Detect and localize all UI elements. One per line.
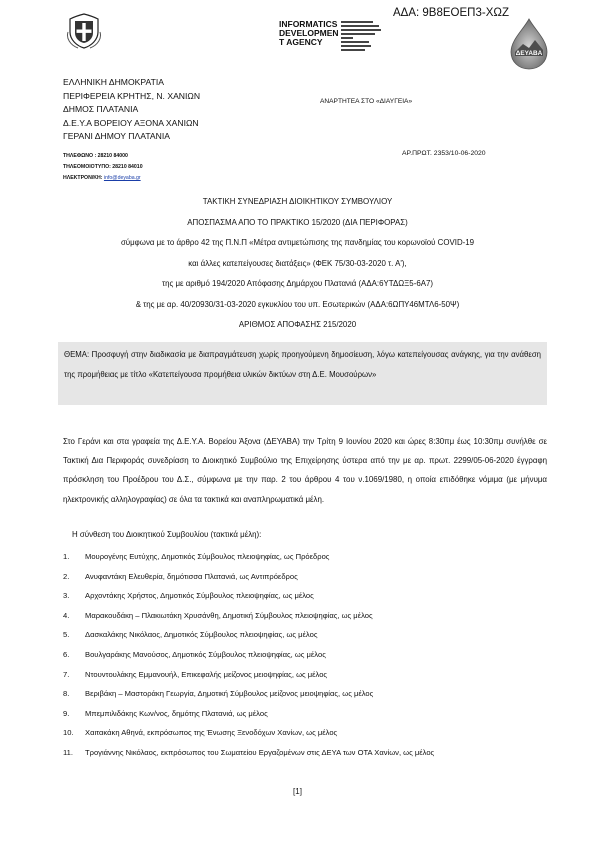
- extract-title: ΑΠΟΣΠΑΣΜΑ ΑΠΟ ΤΟ ΠΡΑΚΤΙΚΟ 15/2020 (ΔΙΑ ΠΕΡΙΦΟΡΑΣ): [187, 217, 408, 227]
- list-item: 7. Ντουντουλάκης Εμμανουήλ, Επικεφαλής μείζονος μειοψηφίας, ως μέλος: [63, 669, 328, 679]
- protocol-number: ΑΡ.ΠΡΩΤ. 2353/10-06-2020: [402, 150, 486, 157]
- meeting-title: ΤΑΚΤΙΚΗ ΣΥΝΕΔΡΙΑΣΗ ΔΙΟΙΚΗΤΙΚΟΥ ΣΥΜΒΟΥΛΙΟΥ: [202, 197, 393, 206]
- greek-emblem-icon: [66, 12, 102, 50]
- list-item: 8. Βεριβάκη – Μαστοράκη Γεωργία, Δημοτική Σύμβουλος μείζονος μειοψηφίας, ως μέλος: [63, 689, 374, 699]
- email-row: [63, 173, 143, 184]
- contact-block: [63, 151, 143, 185]
- list-item: 6. Βουλγαράκης Μανούσος, Δημοτικός Σύμβουλος πλειοψηφίας, ως μέλος: [63, 650, 326, 659]
- email-link[interactable]: info@deyaba.gr: [103, 175, 141, 182]
- legal-basis-4: & της με αρ. 40/20930/31-03-2020 εγκυκλίου του υπ. Εσωτερικών (ΑΔΑ:6ΩΠΥ46ΜΤΛ6-50Ψ): [135, 299, 460, 309]
- subject-text: Προσφυγή στην διαδικασία με διαπραγμάτευση χωρίς προηγούμενη δημοσίευση, λόγω κατεπείγουσας ανάγκης, για την ανάθεση της προμήθειας με τίτλο «Κατεπείγουσα προμήθεια υλικών δικτύων στη Δ.Ε. Μουσούρων»: [64, 350, 541, 379]
- email-label: ΗΛΕΚΤΡΟΝ/ΚΗ:: [63, 175, 103, 182]
- water-drop-icon: [505, 18, 553, 70]
- agency-subtitle-lines-icon: [341, 21, 401, 55]
- diavgeia-notice: ΑΝΑΡΤΗΤΕΑ ΣΤΟ «ΔΙΑΥΓΕΙΑ»: [320, 98, 413, 105]
- list-item: 3. Αρχοντάκης Χρήστος, Δημοτικός Σύμβουλος πλειοψηφίας, ως μέλος: [63, 591, 314, 601]
- logo-text: ΔΕΥΑΒΑ: [515, 50, 543, 57]
- legal-basis-2: και άλλες κατεπείγουσες διατάξεις» (ΦΕΚ 75/30-03-2020 τ. Α'),: [188, 258, 407, 268]
- ada-code: ΑΔΑ: 9Β8ΕΟΕΠ3-ΧΩΖ: [393, 7, 509, 19]
- issuer-block: [63, 76, 200, 144]
- fax: ΤΗΛΕΟΜΟΙΟΤΥΠΟ: 28210 84010: [63, 164, 143, 171]
- decision-number: ΑΡΙΘΜΟΣ ΑΠΟΦΑΣΗΣ 215/2020: [238, 320, 357, 329]
- list-item: 2. Ανυφαντάκη Ελευθερία, δημότισσα Πλατανιά, ως Αντιπρόεδρος: [63, 571, 298, 581]
- legal-basis-3: της με αριθμό 194/2020 Απόφασης Δημάρχου Πλατανιά (ΑΔΑ:6ΥΤΔΩΞ5-6Α7): [161, 279, 433, 288]
- deyaba-logo: [505, 18, 553, 70]
- subject-label: ΘΕΜΑ:: [64, 350, 90, 359]
- legal-basis-1: σύμφωνα με το άρθρο 42 της Π.Ν.Π «Μέτρα αντιμετώπισης της πανδημίας του κορωνοϊού COVID-19: [120, 238, 475, 247]
- list-item: 10. Χαιτακάκη Αθηνά, εκπρόσωπος της Ένωσης Ξενοδόχων Χανίων, ως μέλος: [63, 728, 338, 738]
- issuer-line: ΓΕΡΑΝΙ ΔΗΜΟΥ ΠΛΑΤΑΝΙΑ: [63, 131, 170, 141]
- list-item: 5. Δασκαλάκης Νικόλαος, Δημοτικός Σύμβουλος πλειοψηφίας, ως μέλος: [63, 630, 318, 640]
- issuer-line: Δ.Ε.Υ.Α ΒΟΡΕΙΟΥ ΑΞΟΝΑ ΧΑΝΙΩΝ: [63, 117, 199, 128]
- list-item: 1. Μουρογένης Ευτύχης, Δημοτικός Σύμβουλος πλειοψηφίας, ως Πρόεδρος: [63, 552, 330, 561]
- issuer-line: ΔΗΜΟΣ ΠΛΑΤΑΝΙΑ: [63, 104, 139, 114]
- meeting-paragraph: Στο Γεράνι και στα γραφεία της Δ.Ε.Υ.Α. Βορείου Άξονα (ΔΕΥΑΒΑ) την Τρίτη 9 Ιουνίου 2020 και ώρες 8:30πμ έως 10:30πμ συνήλθε σε Τακτική Δια Περιφοράς συνεδρίαση το Διοικητικό Συμβούλιο της Επιχείρησης ύστερα από την με αρ. πρωτ. 2299/05-06-2020 έγγραφη πρόσκληση του Προέδρου του Δ.Σ., σύμφωνα με την παρ. 2 του άρθρου 4 του ν.1069/1980, η οποία επιδόθηκε νόμιμα (με μήνυμα ηλεκτρονικής αλληλογραφίας) σε όλα τα τακτικά και αναπληρωματικά μέλη.: [63, 437, 547, 504]
- members-heading: Η σύνθεση του Διοικητικού Συμβουλίου (τακτικά μέλη):: [72, 530, 262, 539]
- page-number: [1]: [293, 787, 302, 796]
- phone: ΤΗΛΕΦΩΝΟ : 28210 84000: [63, 153, 128, 159]
- agency-name: INFORMATICS DEVELOPMEN T AGENCY: [279, 19, 339, 47]
- list-item: 9. Μπεμπιλιδάκης Κων/νος, δημότης Πλατανιά, ως μέλος: [63, 708, 268, 718]
- subject-box: [58, 342, 547, 405]
- list-item: 11. Τρογιάννης Νικόλαος, εκπρόσωπος του Σωματείου Εργαζομένων στις ΔΕΥΑ των ΟΤΑ Χανίων, ως μέλος: [63, 748, 435, 757]
- issuer-line: ΕΛΛΗΝΙΚΗ ΔΗΜΟΚΡΑΤΙΑ: [63, 77, 164, 87]
- issuer-line: ΠΕΡΙΦΕΡΕΙΑ ΚΡΗΤΗΣ, Ν. ΧΑΝΙΩΝ: [63, 90, 201, 101]
- list-item: 4. Μαρακουδάκη – Πλακιωτάκη Χρυσάνθη, Δημοτική Σύμβουλος πλειοψηφίας, ως μέλος: [63, 610, 373, 620]
- decision-header: [0, 192, 595, 336]
